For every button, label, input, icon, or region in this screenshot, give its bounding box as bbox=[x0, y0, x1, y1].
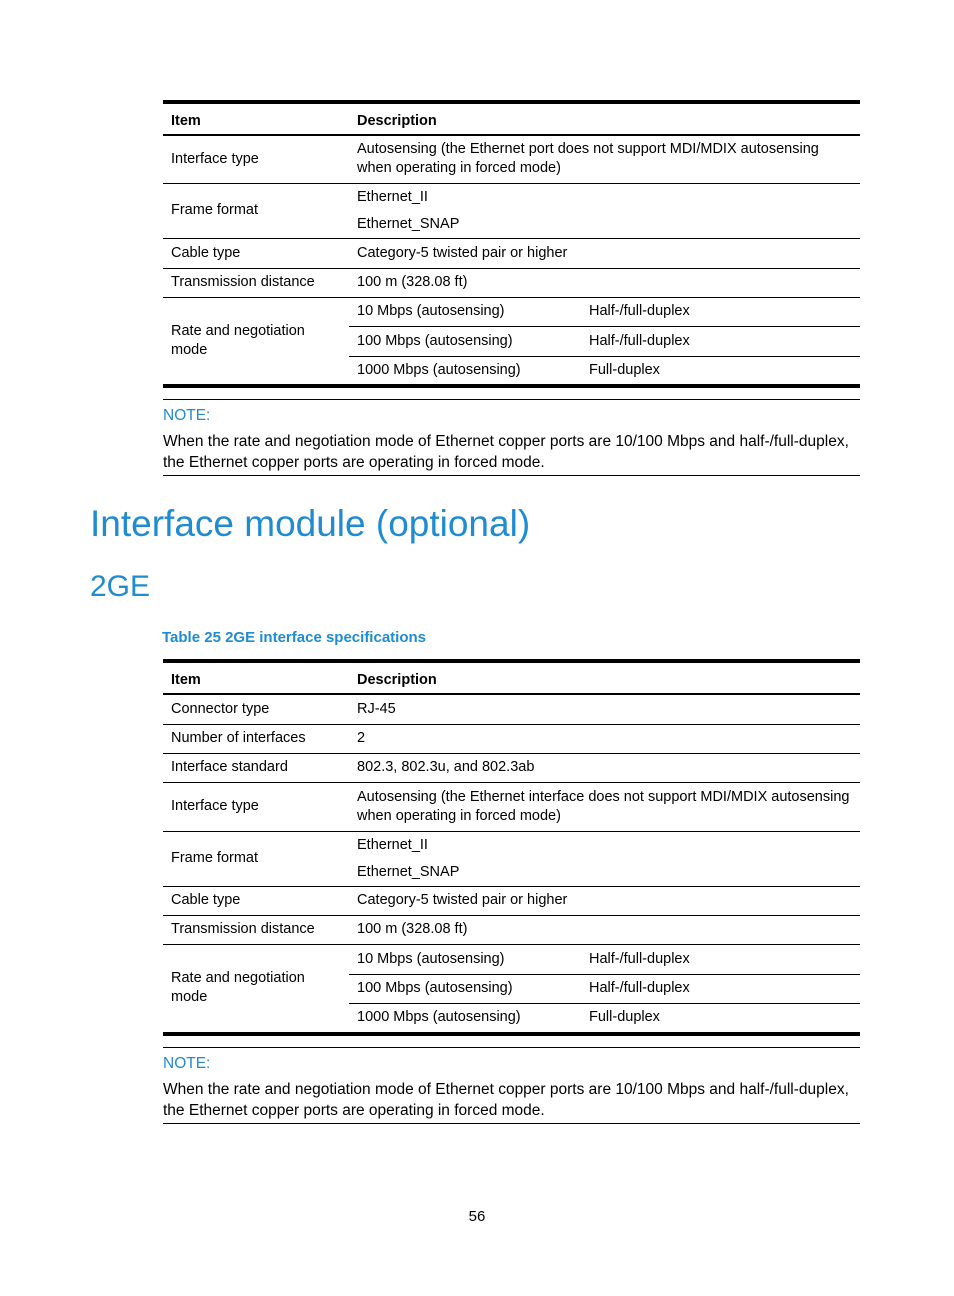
row-description bbox=[349, 831, 860, 886]
table-row bbox=[163, 724, 860, 753]
frame-format-value: Ethernet_SNAP bbox=[357, 215, 460, 232]
rate-value: 10 Mbps (autosensing) bbox=[349, 944, 581, 974]
rate-value: 1000 Mbps (autosensing) bbox=[349, 1003, 581, 1034]
row-description: 100 m (328.08 ft) bbox=[349, 268, 860, 297]
subsection-title: 2GE bbox=[90, 570, 151, 603]
row-item: Transmission distance bbox=[163, 268, 349, 297]
row-item: Frame format bbox=[163, 831, 349, 886]
frame-format-value: Ethernet_II bbox=[357, 188, 428, 205]
table-row bbox=[163, 238, 860, 268]
frame-format-value: Ethernet_II bbox=[357, 836, 428, 853]
rate-value: 100 Mbps (autosensing) bbox=[349, 326, 581, 356]
header-description: Description bbox=[349, 102, 860, 135]
note-text: When the rate and negotiation mode of Ethernet copper ports are 10/100 Mbps and half-/full-duplex, the Ethernet copper ports are operating in forced mode. bbox=[163, 1081, 849, 1119]
note-box bbox=[163, 1047, 860, 1124]
row-item: Interface standard bbox=[163, 753, 349, 782]
table-row bbox=[163, 268, 860, 297]
page-number: 56 bbox=[468, 1208, 486, 1225]
table-row bbox=[163, 183, 860, 238]
table-header-row bbox=[163, 661, 860, 694]
row-description: Category-5 twisted pair or higher bbox=[349, 238, 860, 268]
row-item: Number of interfaces bbox=[163, 724, 349, 753]
row-item: Transmission distance bbox=[163, 915, 349, 944]
table-row bbox=[163, 915, 860, 944]
duplex-value: Half-/full-duplex bbox=[581, 944, 860, 974]
note-text: When the rate and negotiation mode of Ethernet copper ports are 10/100 Mbps and half-/full-duplex, the Ethernet copper ports are operating in forced mode. bbox=[163, 433, 849, 471]
row-item: Interface type bbox=[163, 135, 349, 183]
row-description: Autosensing (the Ethernet interface does not support MDI/MDIX autosensing when operating in forced mode) bbox=[349, 782, 860, 831]
note-label: NOTE: bbox=[163, 407, 211, 424]
table-row bbox=[163, 886, 860, 915]
row-item: Cable type bbox=[163, 886, 349, 915]
row-description: 2 bbox=[349, 724, 860, 753]
duplex-value: Half-/full-duplex bbox=[581, 974, 860, 1003]
rate-value: 1000 Mbps (autosensing) bbox=[349, 356, 581, 386]
row-item: Connector type bbox=[163, 694, 349, 724]
table-row bbox=[163, 135, 860, 183]
row-item: Rate and negotiation mode bbox=[163, 944, 349, 1034]
row-item: Frame format bbox=[163, 183, 349, 238]
row-item: Cable type bbox=[163, 238, 349, 268]
row-description: 802.3, 802.3u, and 802.3ab bbox=[349, 753, 860, 782]
header-item: Item bbox=[163, 102, 349, 135]
header-item: Item bbox=[163, 661, 349, 694]
header-description: Description bbox=[349, 661, 860, 694]
rate-value: 10 Mbps (autosensing) bbox=[349, 297, 581, 326]
row-description: RJ-45 bbox=[349, 694, 860, 724]
row-item: Rate and negotiation mode bbox=[163, 297, 349, 386]
table-caption: Table 25 2GE interface specifications bbox=[162, 629, 426, 646]
table-row bbox=[163, 753, 860, 782]
rate-value: 100 Mbps (autosensing) bbox=[349, 974, 581, 1003]
table-row bbox=[163, 297, 860, 326]
row-description: Autosensing (the Ethernet port does not support MDI/MDIX autosensing when operating in forced mode) bbox=[349, 135, 860, 183]
section-title: Interface module (optional) bbox=[90, 503, 531, 544]
table-header-row bbox=[163, 102, 860, 135]
spec-table-2 bbox=[163, 659, 860, 1036]
duplex-value: Half-/full-duplex bbox=[581, 326, 860, 356]
duplex-value: Full-duplex bbox=[581, 356, 860, 386]
row-description bbox=[349, 183, 860, 238]
note-label: NOTE: bbox=[163, 1055, 211, 1072]
row-item: Interface type bbox=[163, 782, 349, 831]
duplex-value: Full-duplex bbox=[581, 1003, 860, 1034]
table-row bbox=[163, 782, 860, 831]
table-row bbox=[163, 944, 860, 974]
spec-table-1 bbox=[163, 100, 860, 388]
row-description: Category-5 twisted pair or higher bbox=[349, 886, 860, 915]
duplex-value: Half-/full-duplex bbox=[581, 297, 860, 326]
table-row bbox=[163, 694, 860, 724]
frame-format-value: Ethernet_SNAP bbox=[357, 863, 460, 880]
table-row bbox=[163, 831, 860, 886]
row-description: 100 m (328.08 ft) bbox=[349, 915, 860, 944]
note-box bbox=[163, 399, 860, 476]
